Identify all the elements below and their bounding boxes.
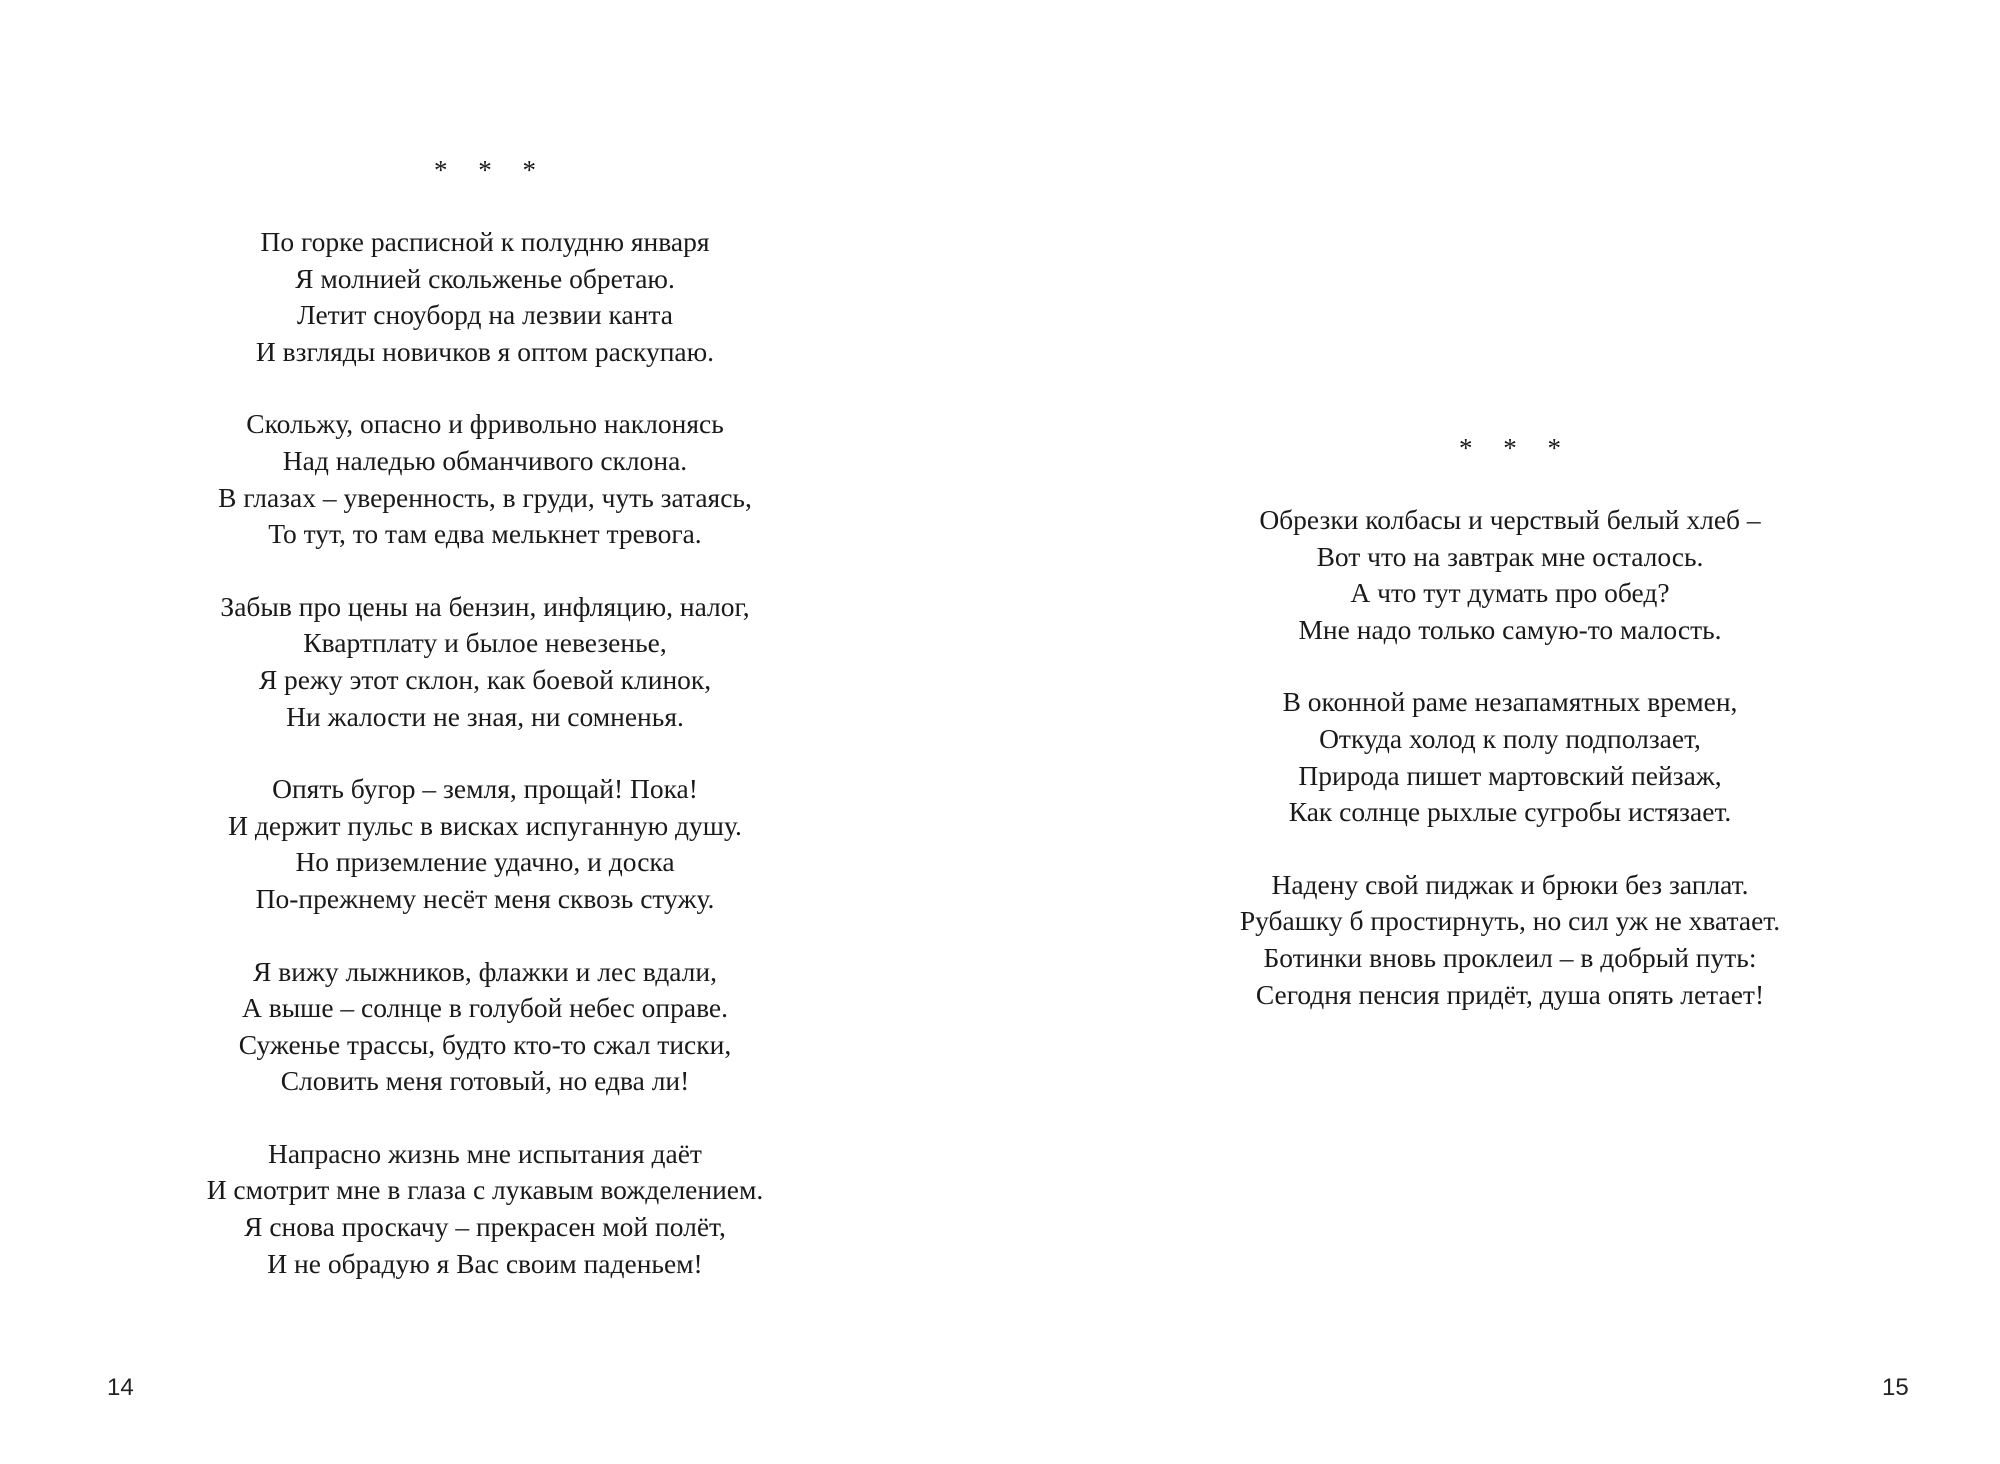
- poem-line: Я режу этот склон, как боевой клинок,: [258, 663, 712, 695]
- page-number: 15: [1882, 1374, 1909, 1401]
- poem-line: Сегодня пенсия придёт, душа опять летает!: [1255, 978, 1765, 1010]
- poem-line: По горке расписной к полудню января: [260, 226, 710, 257]
- poem-line: Откуда холод к полу подползает,: [1319, 722, 1701, 754]
- poem-line: Я молнией скольженье обретаю.: [295, 262, 675, 294]
- poem-line: И взгляды новичков я оптом раскупаю.: [255, 335, 715, 367]
- poem-line: А выше – солнце в голубой небес оправе.: [241, 992, 729, 1024]
- poem-line: Я вижу лыжников, флажки и лес вдали,: [253, 955, 717, 987]
- poem-line: И держит пульс в висках испуганную душу.: [228, 809, 742, 841]
- poem-line: А что тут думать про обед?: [1350, 577, 1670, 609]
- poem-line: То тут, то там едва мелькнет тревога.: [268, 518, 702, 550]
- stanza: [60, 589, 910, 735]
- poem-line: Обрезки колбасы и черствый белый хлеб –: [1259, 504, 1761, 535]
- poem-line: Рубашку б простирнуть, но сил уж не хватает.: [1239, 905, 1781, 937]
- poem-line: По-прежнему несёт меня сквозь стужу.: [255, 882, 715, 914]
- poem-line: Надену свой пиджак и брюки без заплат.: [1271, 868, 1749, 900]
- right-page: [1000, 0, 2000, 1464]
- stanza: [1010, 684, 2000, 830]
- poem-line: Забыв про цены на бензин, инфляцию, налог,: [220, 590, 750, 622]
- poem-line: В оконной раме незапамятных времен,: [1282, 686, 1738, 718]
- poem-separator: * * *: [434, 155, 548, 185]
- poem-line: Скольжу, опасно и фривольно наклонясь: [246, 408, 724, 440]
- poem-line: Мне надо только самую-то малость.: [1298, 613, 1722, 645]
- poem-line: Суженье трассы, будто кто-то сжал тиски,: [238, 1028, 732, 1060]
- page-number: 14: [107, 1374, 134, 1401]
- poem-breakfast: [1010, 430, 2000, 1049]
- poem-line: Я снова проскачу – прекрасен мой полёт,: [244, 1211, 726, 1243]
- poem-snowboard: [60, 152, 910, 1318]
- stanza: [1010, 502, 2000, 648]
- poem-line: И не обрадую я Вас своим паденьем!: [267, 1247, 703, 1279]
- stanza: [60, 954, 910, 1100]
- poem-line: Словить меня готовый, но едва ли!: [280, 1065, 690, 1097]
- stanza: [60, 1136, 910, 1282]
- poem-line: Вот что на завтрак мне осталось.: [1316, 540, 1704, 572]
- poem-line: Напрасно жизнь мне испытания даёт: [268, 1137, 702, 1169]
- poem-line: Над наледью обманчивого склона.: [282, 444, 688, 476]
- poem-separator: * * *: [1459, 433, 1573, 463]
- poem-line: Как солнце рыхлые сугробы истязает.: [1288, 796, 1732, 828]
- poem-line: И смотрит мне в глаза с лукавым вожделением.: [206, 1174, 764, 1206]
- poem-line: Но приземление удачно, и доска: [295, 846, 675, 878]
- stanza: [60, 406, 910, 552]
- poem-line: Природа пишет мартовский пейзаж,: [1298, 759, 1722, 791]
- stanza: [60, 771, 910, 917]
- poem-line: Ни жалости не зная, ни сомненья.: [286, 700, 684, 732]
- poem-line: Квартплату и былое невезенье,: [303, 627, 667, 659]
- stanza: [60, 224, 910, 370]
- poem-line: Летит сноуборд на лезвии канта: [297, 299, 673, 331]
- poem-line: Ботинки вновь проклеил – в добрый путь:: [1263, 941, 1757, 973]
- poem-line: Опять бугор – земля, прощай! Пока!: [272, 773, 698, 805]
- stanza: [1010, 867, 2000, 1013]
- poem-line: В глазах – уверенность, в груди, чуть затаясь,: [218, 481, 752, 513]
